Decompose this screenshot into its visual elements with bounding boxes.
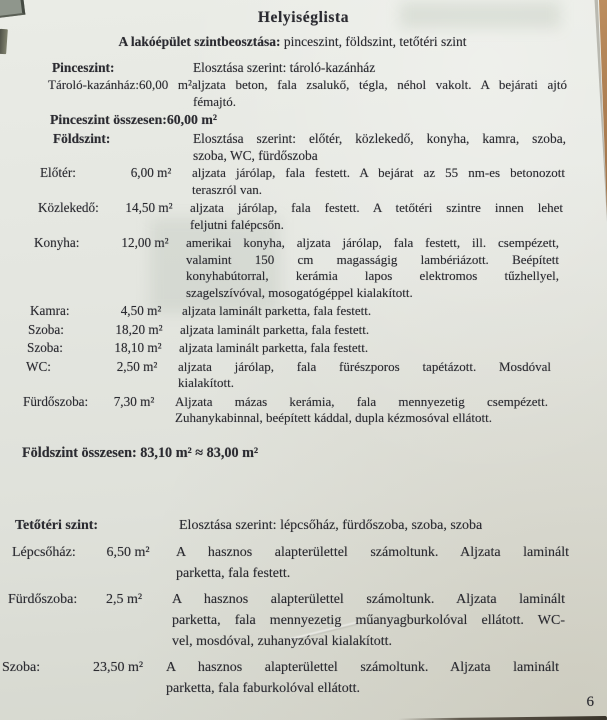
room-name: Fürdőszoba: [8, 591, 78, 607]
detail-line: fémajtó. [193, 94, 236, 109]
room-description [175, 394, 548, 427]
room-name: Lépcsőház: [12, 544, 76, 560]
distribution-line: szoba, WC, fürdőszoba [193, 148, 318, 163]
room-desc-line: A hasznos alapterülettel számoltunk. Aljzata laminált [172, 591, 565, 607]
page-title: Helyiséglista [257, 9, 350, 26]
room-area: 14,50 m² [125, 200, 173, 215]
room-description [186, 235, 559, 301]
room-row-szoba-tetoteri [2, 657, 607, 699]
room-desc-line: Aljzata mázas kerámia, fala mennyezetig csempézett. [175, 393, 548, 409]
room-description [166, 657, 559, 699]
room-desc-line: parketta, fala mennyezetig műanyagburkolóval ellátott. WC- [172, 612, 565, 628]
room-desc-line: parketta, fala festett. [176, 565, 291, 581]
room-desc-line: aljzata laminált parketta, fala festett. [179, 340, 369, 355]
room-name: Szoba: [28, 321, 64, 337]
room-desc-line: aljzata járólap, fala fürészporos tapétázott. Mosdóval [178, 358, 551, 374]
room-name: WC: [26, 358, 51, 374]
room-description [190, 200, 563, 233]
room-row-szoba-1 [28, 322, 607, 339]
room-desc-line: teraszról van. [192, 181, 263, 197]
room-area: 7,30 m² [113, 393, 155, 409]
detail-line: Tároló-kazánház:60,00 m²aljzata beton, fala zsalukő, tégla, néhol vakolt. A bejárati ajtó [48, 77, 567, 92]
section-distribution [193, 130, 566, 164]
room-area: 18,10 m² [114, 340, 162, 355]
section-label: Pinceszint: [52, 60, 115, 75]
room-row-wc [26, 359, 607, 392]
room-desc-line: aljzata járólap, fala festett. A bejárat az 55 nm-es betonozott [192, 165, 565, 180]
subtitle [0, 33, 585, 50]
foldszint-rooms [0, 165, 607, 427]
room-name: Fürdőszoba: [23, 393, 89, 409]
room-desc-line: A hasznos alapterülettel számoltunk. Aljzata laminált [176, 544, 569, 560]
room-row-kamra [30, 303, 607, 320]
room-row-eloter [40, 165, 607, 198]
room-description [176, 542, 569, 584]
room-area: 18,20 m² [115, 321, 163, 337]
room-desc-line: aljzata laminált parketta, fala festett. [180, 321, 370, 337]
subtitle-lead: A lakóépület szintbeosztása: [118, 34, 281, 49]
room-name: Előtér: [40, 165, 76, 180]
room-desc-line: parketta, fala faburkolóval ellátott. [166, 680, 360, 696]
section-header-pinceszint [52, 59, 607, 76]
section-header-foldszint [53, 130, 607, 164]
room-row-kozlekedo [38, 200, 607, 233]
room-row-furdoszoba-tetoteri [8, 589, 607, 652]
room-desc-line: A hasznos alapterülettel számoltunk. Aljzata laminált [166, 659, 559, 675]
room-desc-line: konyhabútorral, kerámia lapos elektromos tűzhellyel, [186, 268, 559, 283]
section-distribution: Elosztása szerint: lépcsőház, fürdőszoba, szoba, szoba [179, 517, 483, 533]
subtitle-rest: pinceszint, földszint, tetőtéri szint [280, 34, 467, 49]
room-area: 4,50 m² [120, 303, 162, 318]
room-row-szoba-2 [27, 340, 607, 357]
room-area: 23,50 m² [92, 659, 144, 675]
room-name: Közlekedő: [38, 200, 99, 215]
room-name: Szoba: [2, 659, 41, 675]
room-desc-line: Zuhanykabinnal, beépített káddal, dupla kézmosóval ellátott. [175, 410, 492, 425]
room-desc-line: kialakított. [178, 375, 234, 390]
room-area: 6,50 m² [106, 544, 150, 560]
room-area: 2,50 m² [116, 358, 158, 374]
room-desc-line: valamint 150 cm magasságig lambériázott. Beépített [186, 251, 559, 267]
section-header-tetoteri [15, 517, 607, 535]
room-area: 12,00 m² [121, 235, 169, 250]
room-desc-line: vel, mosdóval, zuhanyzóval kialakított. [172, 633, 393, 649]
section-label: Tetőtéri szint: [15, 517, 99, 533]
room-desc-line: aljzata járólap, fala festett. A tetőtéri szintre innen lehet [190, 200, 563, 215]
room-row-lepcsohaz [12, 542, 607, 584]
tetoteri-rooms [0, 542, 607, 699]
room-row-furdoszoba [23, 394, 607, 427]
foldszint-total: Földszint összesen: 83,10 m² ≈ 83,00 m² [22, 444, 259, 461]
room-name: Konyha: [34, 235, 80, 250]
room-row-konyha [34, 235, 607, 301]
pinceszint-total: Pinceszint összesen:60,00 m² [50, 112, 217, 127]
room-name: Szoba: [27, 340, 63, 355]
room-description [192, 165, 565, 198]
pinceszint-detail [48, 76, 567, 110]
room-area: 2,5 m² [105, 591, 143, 607]
page-number: 6 [586, 694, 594, 710]
room-desc-line: szagelszívóval, mosogatógéppel kialakított. [186, 284, 413, 300]
section-distribution: Elosztása szerint: tároló-kazánház [193, 60, 376, 75]
room-description [179, 340, 552, 357]
room-description [180, 322, 553, 339]
distribution-line: Elosztása szerint: előtér, közlekedő, konyha, kamra, szoba, [193, 131, 566, 146]
room-name: Kamra: [30, 303, 70, 318]
room-description [182, 303, 555, 320]
section-label: Földszint: [53, 131, 111, 146]
room-area: 6,00 m² [130, 165, 172, 180]
room-description [178, 359, 551, 392]
room-desc-line: feljutni falépcsőn. [190, 216, 284, 232]
room-desc-line: amerikai konyha, aljzata járólap, fala festett, ill. csempézett, [186, 235, 559, 250]
room-desc-line: aljzata laminált parketta, fala festett. [182, 303, 372, 318]
room-description [172, 589, 565, 652]
